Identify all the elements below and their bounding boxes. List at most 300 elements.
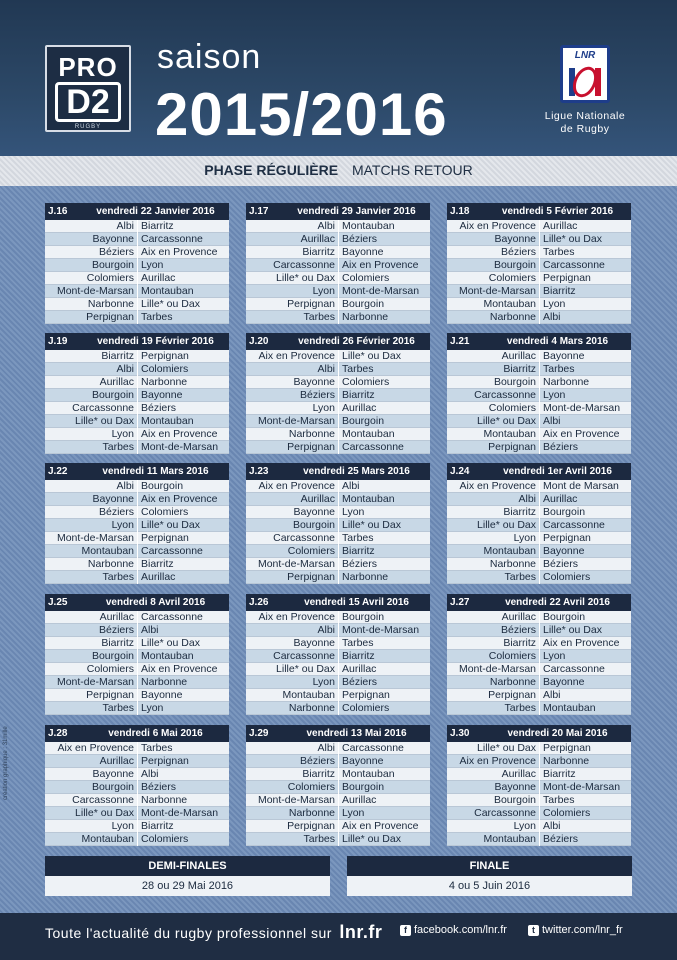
match-row <box>246 285 430 298</box>
home-team: Aurillac <box>501 610 536 623</box>
match-row <box>246 480 430 493</box>
home-team: Aix en Provence <box>459 219 536 232</box>
home-team: Lille* ou Dax <box>75 806 134 819</box>
match-row <box>447 532 631 545</box>
home-team: Bayonne <box>293 505 335 518</box>
match-row <box>45 545 229 558</box>
footer-tagline-text: Toute l'actualité du rugby professionnel sur <box>45 925 332 941</box>
home-team: Colomiers <box>488 271 536 284</box>
away-team: Lyon <box>338 807 430 820</box>
away-team: Mont-de-Marsan <box>338 624 430 637</box>
round-number: J.25 <box>48 597 68 608</box>
round-header <box>447 725 631 742</box>
away-team: Montauban <box>338 220 430 233</box>
lnr-name <box>532 110 638 136</box>
away-team: Albi <box>137 624 229 637</box>
match-row <box>447 689 631 702</box>
match-row <box>447 676 631 689</box>
home-team: Narbonne <box>489 557 536 570</box>
away-team: Béziers <box>338 233 430 246</box>
home-team: Tarbes <box>303 310 335 323</box>
match-row <box>447 558 631 571</box>
home-team: Aix en Provence <box>258 479 335 492</box>
away-team: Narbonne <box>137 794 229 807</box>
home-team: Lyon <box>111 819 134 832</box>
match-row <box>45 428 229 441</box>
away-team: Aix en Provence <box>338 820 430 833</box>
match-row <box>246 233 430 246</box>
match-row <box>447 742 631 755</box>
away-team: Lille* ou Dax <box>338 350 430 363</box>
match-row <box>246 755 430 768</box>
away-team: Biarritz <box>338 389 430 402</box>
home-team: Aix en Provence <box>459 754 536 767</box>
match-row <box>447 833 631 846</box>
home-team: Colomiers <box>488 401 536 414</box>
round-date: vendredi 25 Mars 2016 <box>303 466 410 477</box>
round-table <box>447 725 631 846</box>
home-team: Béziers <box>98 245 134 258</box>
away-team: Biarritz <box>137 820 229 833</box>
match-row <box>45 389 229 402</box>
match-row <box>246 259 430 272</box>
round-number: J.21 <box>450 336 470 347</box>
match-row <box>45 702 229 715</box>
demi-finales-date: 28 ou 29 Mai 2016 <box>45 876 330 896</box>
phase-band <box>0 156 677 186</box>
home-team: Lyon <box>111 518 134 531</box>
away-team: Lyon <box>338 506 430 519</box>
round-header <box>45 725 229 742</box>
away-team: Lille* ou Dax <box>338 833 430 846</box>
home-team: Montauban <box>81 544 134 557</box>
away-team: Lyon <box>539 298 631 311</box>
home-team: Lille* ou Dax <box>477 414 536 427</box>
round-date: vendredi 6 Mai 2016 <box>108 728 203 739</box>
match-row <box>447 650 631 663</box>
twitter-link[interactable] <box>528 924 623 936</box>
away-team: Béziers <box>539 558 631 571</box>
match-row <box>246 311 430 324</box>
away-team: Béziers <box>539 833 631 846</box>
round-number: J.26 <box>249 597 269 608</box>
match-row <box>447 272 631 285</box>
match-row <box>246 519 430 532</box>
round-number: J.24 <box>450 466 470 477</box>
match-row <box>447 781 631 794</box>
away-team: Tarbes <box>539 794 631 807</box>
home-team: Tarbes <box>504 701 536 714</box>
away-team: Narbonne <box>539 755 631 768</box>
away-team: Aurillac <box>539 493 631 506</box>
home-team: Bourgoin <box>91 780 134 793</box>
away-team: Aurillac <box>338 794 430 807</box>
finale-label: FINALE <box>347 856 632 876</box>
away-team: Lille* ou Dax <box>137 519 229 532</box>
match-row <box>447 350 631 363</box>
twitter-url: twitter.com/lnr_fr <box>542 924 623 936</box>
away-team: Aix en Provence <box>338 259 430 272</box>
home-team: Bayonne <box>293 636 335 649</box>
home-team: Lille* ou Dax <box>276 662 335 675</box>
away-team: Montauban <box>137 285 229 298</box>
away-team: Lille* ou Dax <box>539 233 631 246</box>
away-team: Tarbes <box>539 246 631 259</box>
away-team: Mont-de-Marsan <box>137 807 229 820</box>
away-team: Aurillac <box>539 220 631 233</box>
lnr-site-link[interactable]: lnr.fr <box>339 922 383 942</box>
match-row <box>45 611 229 624</box>
home-team: Aix en Provence <box>258 349 335 362</box>
match-row <box>45 311 229 324</box>
home-team: Mont-de-Marsan <box>257 793 335 806</box>
twitter-icon: t <box>528 925 539 936</box>
match-list <box>447 742 631 846</box>
round-date: vendredi 26 Février 2016 <box>298 336 415 347</box>
match-row <box>45 794 229 807</box>
home-team: Tarbes <box>102 440 134 453</box>
lnr-logo <box>560 45 610 103</box>
match-row <box>447 519 631 532</box>
match-row <box>246 742 430 755</box>
home-team: Narbonne <box>489 310 536 323</box>
match-row <box>45 571 229 584</box>
away-team: Carcassonne <box>137 545 229 558</box>
away-team: Narbonne <box>137 376 229 389</box>
away-team: Perpignan <box>137 532 229 545</box>
home-team: Lyon <box>513 531 536 544</box>
match-row <box>447 611 631 624</box>
away-team: Béziers <box>338 558 430 571</box>
away-team: Albi <box>539 689 631 702</box>
home-team: Mont-de-Marsan <box>56 675 134 688</box>
home-team: Perpignan <box>287 819 335 832</box>
away-team: Aurillac <box>137 272 229 285</box>
round-header <box>246 594 430 611</box>
home-team: Biarritz <box>503 362 536 375</box>
demi-finales-box <box>45 856 330 896</box>
match-row <box>447 493 631 506</box>
match-row <box>45 820 229 833</box>
round-number: J.28 <box>48 728 68 739</box>
design-credit: création graphique : 31mille <box>3 726 9 800</box>
match-row <box>246 650 430 663</box>
round-date: vendredi 15 Avril 2016 <box>304 597 409 608</box>
round-date: vendredi 29 Janvier 2016 <box>297 206 416 217</box>
away-team: Carcassonne <box>539 259 631 272</box>
match-row <box>45 768 229 781</box>
footer <box>0 913 677 960</box>
home-team: Biarritz <box>503 636 536 649</box>
pro-d2-logo <box>45 45 131 132</box>
home-team: Bayonne <box>494 232 536 245</box>
home-team: Perpignan <box>488 688 536 701</box>
round-header <box>45 203 229 220</box>
away-team: Aurillac <box>338 402 430 415</box>
away-team: Biarritz <box>338 650 430 663</box>
match-row <box>447 624 631 637</box>
home-team: Bourgoin <box>493 258 536 271</box>
home-team: Colomiers <box>488 649 536 662</box>
home-team: Albi <box>317 741 335 754</box>
match-row <box>447 820 631 833</box>
lnr-logo-text: LNR <box>574 50 596 61</box>
home-team: Albi <box>116 362 134 375</box>
away-team: Tarbes <box>137 742 229 755</box>
away-team: Perpignan <box>137 755 229 768</box>
home-team: Lyon <box>513 819 536 832</box>
match-row <box>246 833 430 846</box>
match-row <box>447 402 631 415</box>
home-team: Montauban <box>282 688 335 701</box>
home-team: Bayonne <box>494 780 536 793</box>
away-team: Perpignan <box>539 742 631 755</box>
away-team: Bourgoin <box>338 611 430 624</box>
match-row <box>447 794 631 807</box>
away-team: Montauban <box>539 702 631 715</box>
away-team: Carcassonne <box>539 519 631 532</box>
home-team: Bourgoin <box>493 375 536 388</box>
match-list <box>246 611 430 715</box>
away-team: Bourgoin <box>338 781 430 794</box>
away-team: Lille* ou Dax <box>137 637 229 650</box>
away-team: Bayonne <box>338 755 430 768</box>
season-year: 2015/2016 <box>155 81 448 148</box>
home-team: Aurillac <box>501 767 536 780</box>
logo-rugby-text: RUGBY <box>74 124 102 130</box>
match-row <box>45 807 229 820</box>
home-team: Bourgoin <box>91 649 134 662</box>
away-team: Montauban <box>338 428 430 441</box>
away-team: Lyon <box>539 650 631 663</box>
match-row <box>45 689 229 702</box>
round-date: vendredi 5 Février 2016 <box>501 206 614 217</box>
away-team: Bourgoin <box>338 298 430 311</box>
round-table <box>246 333 430 454</box>
away-team: Perpignan <box>137 350 229 363</box>
home-team: Aurillac <box>501 349 536 362</box>
match-row <box>447 376 631 389</box>
home-team: Perpignan <box>287 297 335 310</box>
round-date: vendredi 1er Avril 2016 <box>503 466 612 477</box>
match-row <box>45 350 229 363</box>
home-team: Aix en Provence <box>258 610 335 623</box>
match-row <box>45 637 229 650</box>
match-list <box>246 742 430 846</box>
home-team: Colomiers <box>86 662 134 675</box>
home-team: Aurillac <box>300 492 335 505</box>
home-team: Lyon <box>312 675 335 688</box>
away-team: Lille* ou Dax <box>137 298 229 311</box>
match-row <box>45 272 229 285</box>
home-team: Aurillac <box>99 610 134 623</box>
match-row <box>246 611 430 624</box>
match-list <box>246 350 430 454</box>
match-row <box>447 246 631 259</box>
away-team: Carcassonne <box>137 611 229 624</box>
header <box>0 0 677 156</box>
match-row <box>246 220 430 233</box>
away-team: Béziers <box>137 781 229 794</box>
home-team: Lyon <box>312 401 335 414</box>
home-team: Béziers <box>98 505 134 518</box>
away-team: Bayonne <box>137 389 229 402</box>
away-team: Tarbes <box>539 363 631 376</box>
round-table <box>447 333 631 454</box>
match-row <box>447 755 631 768</box>
match-row <box>45 742 229 755</box>
round-date: vendredi 11 Mars 2016 <box>102 466 209 477</box>
home-team: Lille* ou Dax <box>276 271 335 284</box>
home-team: Carcassonne <box>273 258 335 271</box>
away-team: Béziers <box>137 402 229 415</box>
round-number: J.30 <box>450 728 470 739</box>
match-row <box>45 363 229 376</box>
away-team: Lyon <box>137 702 229 715</box>
home-team: Albi <box>317 623 335 636</box>
season-label: saison <box>157 38 262 76</box>
away-team: Bayonne <box>338 246 430 259</box>
match-row <box>447 259 631 272</box>
home-team: Narbonne <box>489 675 536 688</box>
away-team: Carcassonne <box>338 742 430 755</box>
match-row <box>246 532 430 545</box>
facebook-link[interactable] <box>400 924 507 936</box>
home-team: Narbonne <box>288 701 335 714</box>
round-table <box>447 594 631 715</box>
away-team: Aix en Provence <box>137 246 229 259</box>
match-row <box>45 663 229 676</box>
round-date: vendredi 20 Mai 2016 <box>507 728 608 739</box>
away-team: Colomiers <box>338 376 430 389</box>
match-row <box>246 558 430 571</box>
away-team: Biarritz <box>539 768 631 781</box>
away-team: Aix en Provence <box>137 663 229 676</box>
home-team: Mont-de-Marsan <box>458 284 536 297</box>
away-team: Albi <box>338 480 430 493</box>
match-list <box>45 611 229 715</box>
home-team: Perpignan <box>86 310 134 323</box>
away-team: Aurillac <box>338 663 430 676</box>
phase-subtitle: MATCHS RETOUR <box>351 162 473 178</box>
match-row <box>45 285 229 298</box>
match-row <box>45 402 229 415</box>
away-team: Colomiers <box>539 571 631 584</box>
home-team: Bayonne <box>92 232 134 245</box>
away-team: Colomiers <box>137 833 229 846</box>
match-row <box>45 246 229 259</box>
away-team: Bourgoin <box>539 506 631 519</box>
match-list <box>246 480 430 584</box>
away-team: Biarritz <box>539 285 631 298</box>
away-team: Albi <box>539 311 631 324</box>
match-row <box>447 415 631 428</box>
home-team: Mont-de-Marsan <box>257 414 335 427</box>
match-row <box>447 702 631 715</box>
home-team: Tarbes <box>303 832 335 845</box>
match-row <box>447 480 631 493</box>
home-team: Albi <box>317 219 335 232</box>
finale-date: 4 ou 5 Juin 2016 <box>347 876 632 896</box>
home-team: Biarritz <box>302 245 335 258</box>
match-row <box>246 415 430 428</box>
logo-d2-text: D2 <box>55 82 121 122</box>
match-row <box>246 389 430 402</box>
round-number: J.22 <box>48 466 68 477</box>
match-row <box>246 663 430 676</box>
away-team: Montauban <box>338 493 430 506</box>
home-team: Lille* ou Dax <box>477 741 536 754</box>
away-team: Albi <box>539 415 631 428</box>
round-table <box>45 333 229 454</box>
round-header <box>246 203 430 220</box>
home-team: Aix en Provence <box>459 479 536 492</box>
match-row <box>246 794 430 807</box>
home-team: Tarbes <box>102 701 134 714</box>
home-team: Perpignan <box>287 440 335 453</box>
away-team: Carcassonne <box>539 663 631 676</box>
home-team: Albi <box>116 219 134 232</box>
round-number: J.29 <box>249 728 269 739</box>
match-row <box>45 493 229 506</box>
home-team: Bayonne <box>293 375 335 388</box>
home-team: Montauban <box>483 544 536 557</box>
match-list <box>447 480 631 584</box>
match-row <box>246 820 430 833</box>
away-team: Albi <box>137 768 229 781</box>
match-row <box>246 624 430 637</box>
away-team: Aix en Provence <box>137 493 229 506</box>
away-team: Tarbes <box>338 532 430 545</box>
round-table <box>447 203 631 324</box>
away-team: Bourgoin <box>539 611 631 624</box>
home-team: Narbonne <box>87 297 134 310</box>
match-row <box>45 506 229 519</box>
logo-pro-text: PRO <box>58 52 118 82</box>
match-row <box>45 415 229 428</box>
home-team: Biarritz <box>101 636 134 649</box>
match-row <box>447 441 631 454</box>
round-table <box>246 463 430 584</box>
match-row <box>246 637 430 650</box>
round-number: J.19 <box>48 336 68 347</box>
home-team: Mont-de-Marsan <box>56 531 134 544</box>
footer-tagline <box>45 922 382 943</box>
away-team: Aix en Provence <box>137 428 229 441</box>
away-team: Mont-de-Marsan <box>539 781 631 794</box>
match-list <box>447 350 631 454</box>
home-team: Montauban <box>81 832 134 845</box>
home-team: Tarbes <box>102 570 134 583</box>
match-row <box>45 755 229 768</box>
home-team: Lille* ou Dax <box>477 518 536 531</box>
match-row <box>246 272 430 285</box>
match-row <box>246 402 430 415</box>
round-table <box>246 594 430 715</box>
match-list <box>45 742 229 846</box>
match-row <box>447 389 631 402</box>
round-header <box>246 333 430 350</box>
away-team: Tarbes <box>338 363 430 376</box>
away-team: Lille* ou Dax <box>539 624 631 637</box>
match-row <box>45 259 229 272</box>
match-row <box>45 676 229 689</box>
home-team: Perpignan <box>488 440 536 453</box>
home-team: Carcassonne <box>474 388 536 401</box>
match-row <box>447 363 631 376</box>
home-team: Bayonne <box>92 492 134 505</box>
round-table <box>45 463 229 584</box>
